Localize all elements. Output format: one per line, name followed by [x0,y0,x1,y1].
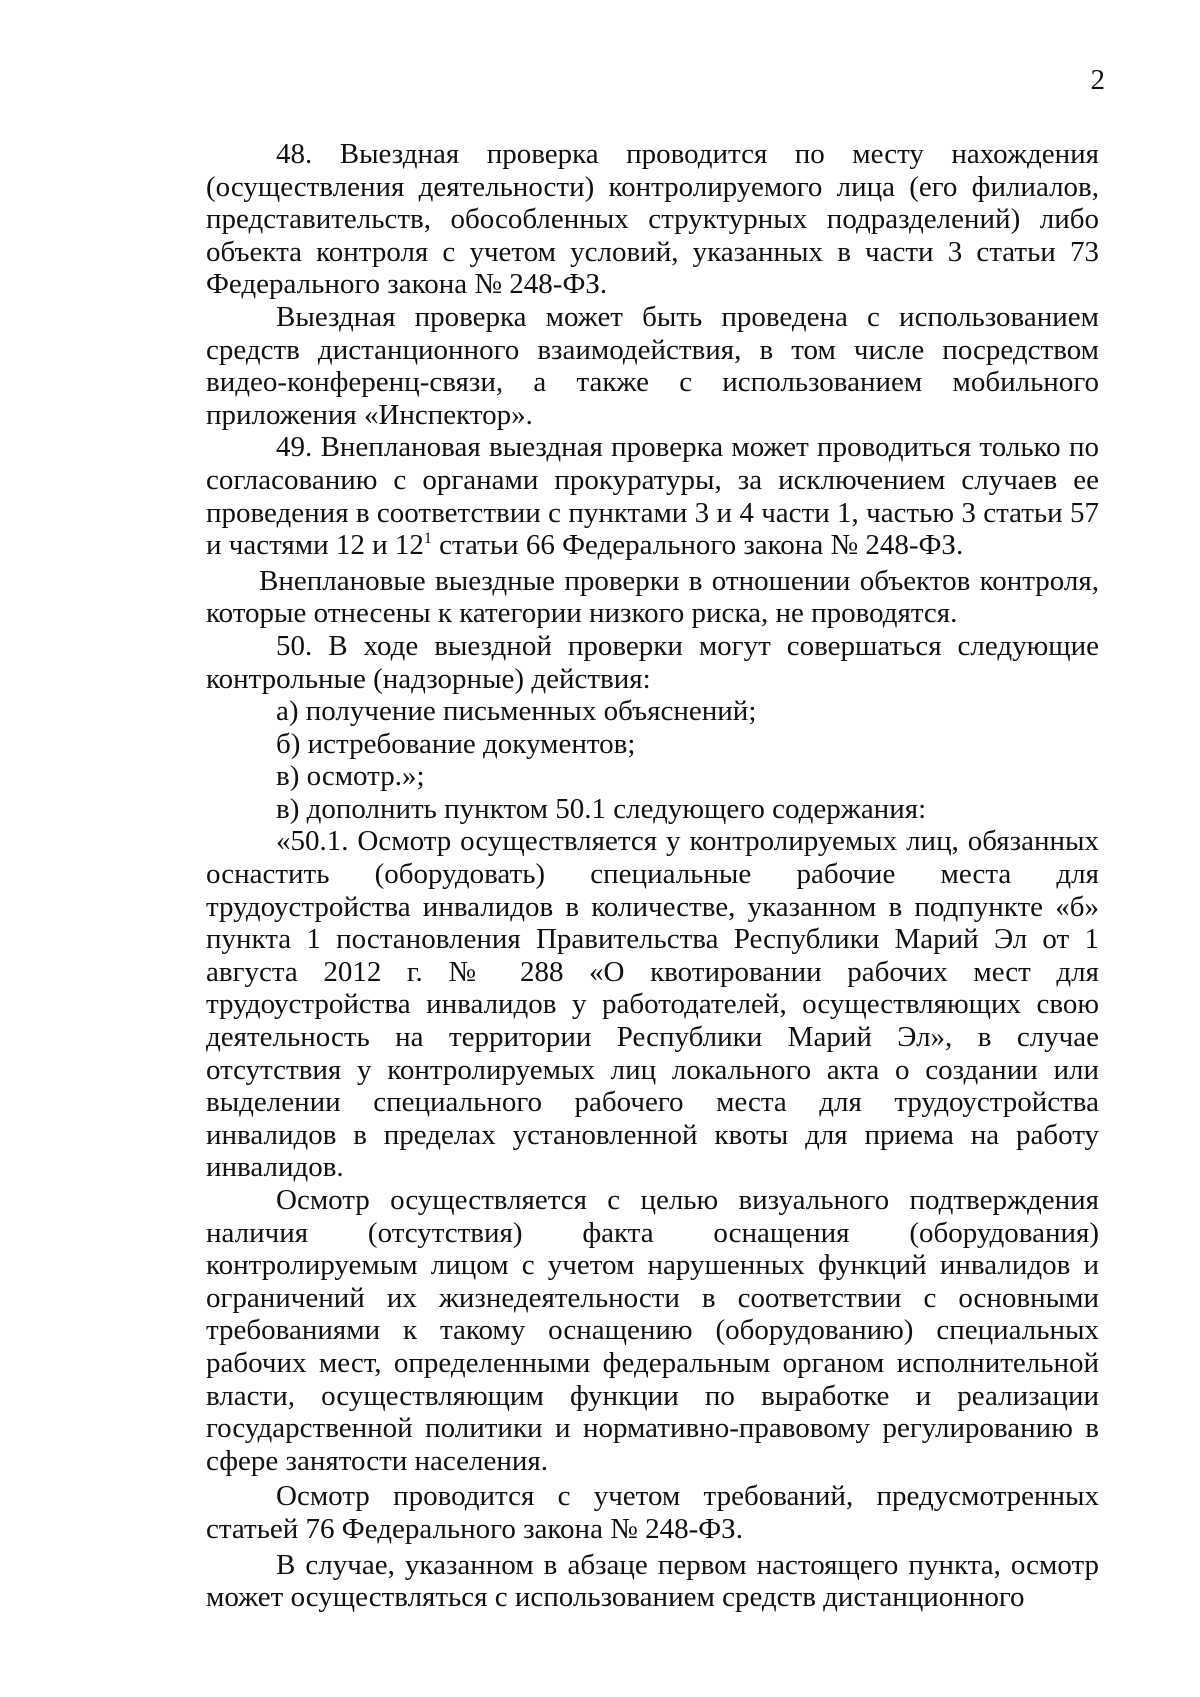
document-body [206,138,1099,1614]
superscript: 1 [423,530,432,548]
list-item-a: а) получение письменных объяснений; [276,695,757,728]
paragraph-inspection-purpose: Осмотр осуществляется с целью визуального подтверждения наличия (отсутствия) факта оснащения (оборудования) контролируемым лицом с учетом нарушенных функций инвалидов и ограничений их жизнедеятельности в соответствии с основными требованиями к такому оснащению (оборудованию) специальных рабочих мест, определенными федеральным органом исполнительной власти, осуществляющим функции по выработке и реализации государственной политики и нормативно-правовому регулированию в сфере занятости населения. [206,1184,1099,1477]
paragraph-49 [206,431,1099,561]
paragraph-48-remote: Выездная проверка может быть проведена с использованием средств дистанционного взаимодействия, в том числе посредством видео-конференц-связи, а также с использованием мобильного приложения «Инспектор». [206,300,1099,431]
paragraph-48: 48. Выездная проверка проводится по месту нахождения (осуществления деятельности) контролируемого лица (его филиалов, представительств, обособленных структурных подразделений) либо объекта контроля с учетом условий, указанных в части 3 статьи 73 Федерального закона № 248-ФЗ. [206,138,1099,301]
amendment-v: в) дополнить пунктом 50.1 следующего содержания: [276,792,927,825]
page-number: 2 [1090,64,1105,96]
paragraph-remote-inspection: В случае, указанном в абзаце первом настоящего пункта, осмотр может осуществляться с использованием средств дистанционного [206,1548,1099,1614]
paragraph-unscheduled-low-risk: Внеплановые выездные проверки в отношении объектов контроля, которые отнесены к категории низкого риска, не проводятся. [206,564,1099,630]
paragraph-49-text: 49. Внеплановая выездная проверка может проводиться только по согласованию с органами прокуратуры, за исключением случаев ее проведения в соответствии с пунктами 3 и 4 части 1, частью 3 статьи 57 и частями 12 и 12 [206,431,1099,562]
paragraph-50-1: «50.1. Осмотр осуществляется у контролируемых лиц, обязанных оснастить (оборудовать) специальные рабочие места для трудоустройства инвалидов в количестве, указанном в подпункте «б» пункта 1 постановления Правительства Республики Марий Эл от 1 августа 2012 г. № 288 «О квотировании рабочих мест для трудоустройства инвалидов у работодателей, осуществляющих свою деятельность на территории Республики Марий Эл», в случае отсутствия у контролируемых лиц локального акта о создании или выделении специального рабочего места для трудоустройства инвалидов в пределах установленной квоты для приема на работу инвалидов. [206,825,1099,1184]
paragraph-inspection-requirements: Осмотр проводится с учетом требований, предусмотренных статьей 76 Федерального закона № 248-ФЗ. [206,1480,1099,1545]
paragraph-49-text-end: статьи 66 Федерального закона № 248-ФЗ. [431,529,964,562]
paragraph-50: 50. В ходе выездной проверки могут совершаться следующие контрольные (надзорные) действия: [206,629,1099,695]
list-item-v: в) осмотр.»; [276,760,425,793]
list-item-b: б) истребование документов; [276,727,636,760]
